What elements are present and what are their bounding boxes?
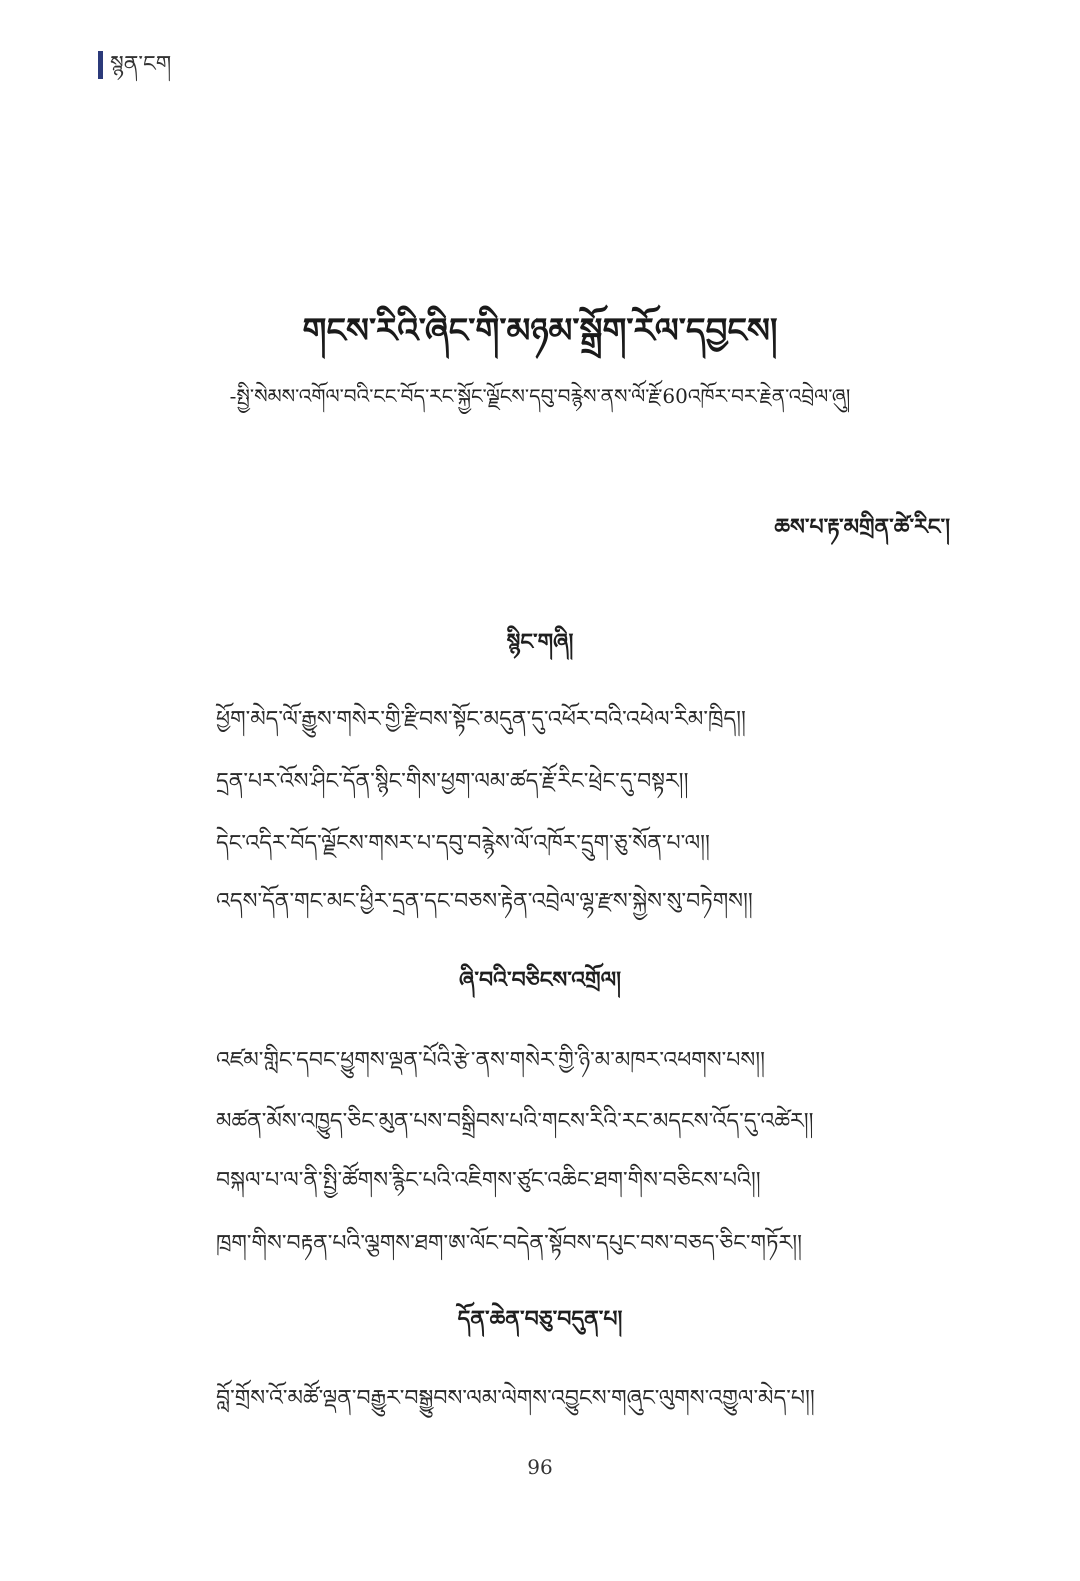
page-header (98, 50, 171, 80)
header-label: སྙན་ངག (110, 52, 172, 77)
verse-line: དེང་འདིར་བོད་ལྗོངས་གསར་པ་དབུ་བརྙེས་ལོ་འཁོར་དྲུག་ཅུ་སོན་པ་ལ།། (216, 831, 710, 856)
author-name: ཆས་པ་རྟ་མགྲིན་ཚེ་རིང་། (774, 514, 950, 540)
verse-line: དྲན་པར་འོས་ཤིང་དོན་སྙིང་གིས་ཕྱག་ལམ་ཚད་རྗོ་རིང་ཕྲེང་དུ་བསྟར།། (216, 769, 689, 794)
verse-line: འདས་དོན་གང་མང་ཕྱིར་དྲན་དང་བཅས་རྟེན་འབྲེལ་ལྷ་རྫས་སྐྱེས་སུ་བཏེགས།། (216, 889, 753, 914)
verse-line: འཛམ་གླིང་དབང་ཕྱུགས་ལྡན་པོའི་རྩེ་ནས་གསེར་གྱི་ཉི་མ་མཁར་འཕགས་པས།། (216, 1048, 765, 1073)
section-heading: སྙིང་གཞི། (506, 629, 574, 655)
verse-line: བློ་གྲོས་འོ་མཚོ་ལྡན་བརྒྱུར་བསྒྱུབས་ལམ་ལེགས་འབྱུངས་གཞུང་ལུགས་འགྱུལ་མེད་པ།། (216, 1386, 815, 1411)
verse-line: བསྐལ་པ་ལ་ནི་སྤྱི་ཚོགས་རྙིང་པའི་འཇིགས་ཙུང་འཆིང་ཐག་གིས་བཅིངས་པའི།། (216, 1168, 761, 1193)
verse-line: ཕྱོག་མེད་ལོ་རྒྱུས་གསེར་གྱི་རྫིབས་སྟོང་མདུན་དུ་འཕོར་བའི་འཕེལ་རིམ་ཁྲིད།། (216, 707, 746, 732)
page-subtitle: -སྤྱི་སེམས་འགོལ་བའི་ངང་བོད་རང་སྐྱོང་ལྗོངས་དབུ་བརྙེས་ནས་ལོ་རྗོ་60འཁོར་བར་རྗེན་འབྲེལ་ཞུ། (229, 384, 851, 408)
page-number: 96 (527, 1455, 553, 1479)
verse-line: མཚན་མོས་འཁྱུད་ཅིང་མུན་པས་བསྒྲིབས་པའི་གངས་རིའི་རང་མདངས་འོད་དུ་འཚེར།། (216, 1109, 814, 1134)
verse-line: ཁྲག་གིས་བརྟན་པའི་ལྕགས་ཐག་ཨ་ལོང་བདེན་སྟོབས་དཔུང་བས་བཅད་ཅིང་གཏོར།། (216, 1231, 802, 1256)
header-accent-bar (98, 51, 103, 79)
section-heading: དོན་ཆེན་བཅུ་བདུན་པ། (457, 1306, 623, 1332)
section-heading: ཞི་བའི་བཅིངས་འགྲོལ། (459, 967, 621, 993)
page-title: གངས་རིའི་ཞིང་གི་མཉམ་སྒྲོག་རོལ་དབྱངས། (302, 311, 778, 351)
